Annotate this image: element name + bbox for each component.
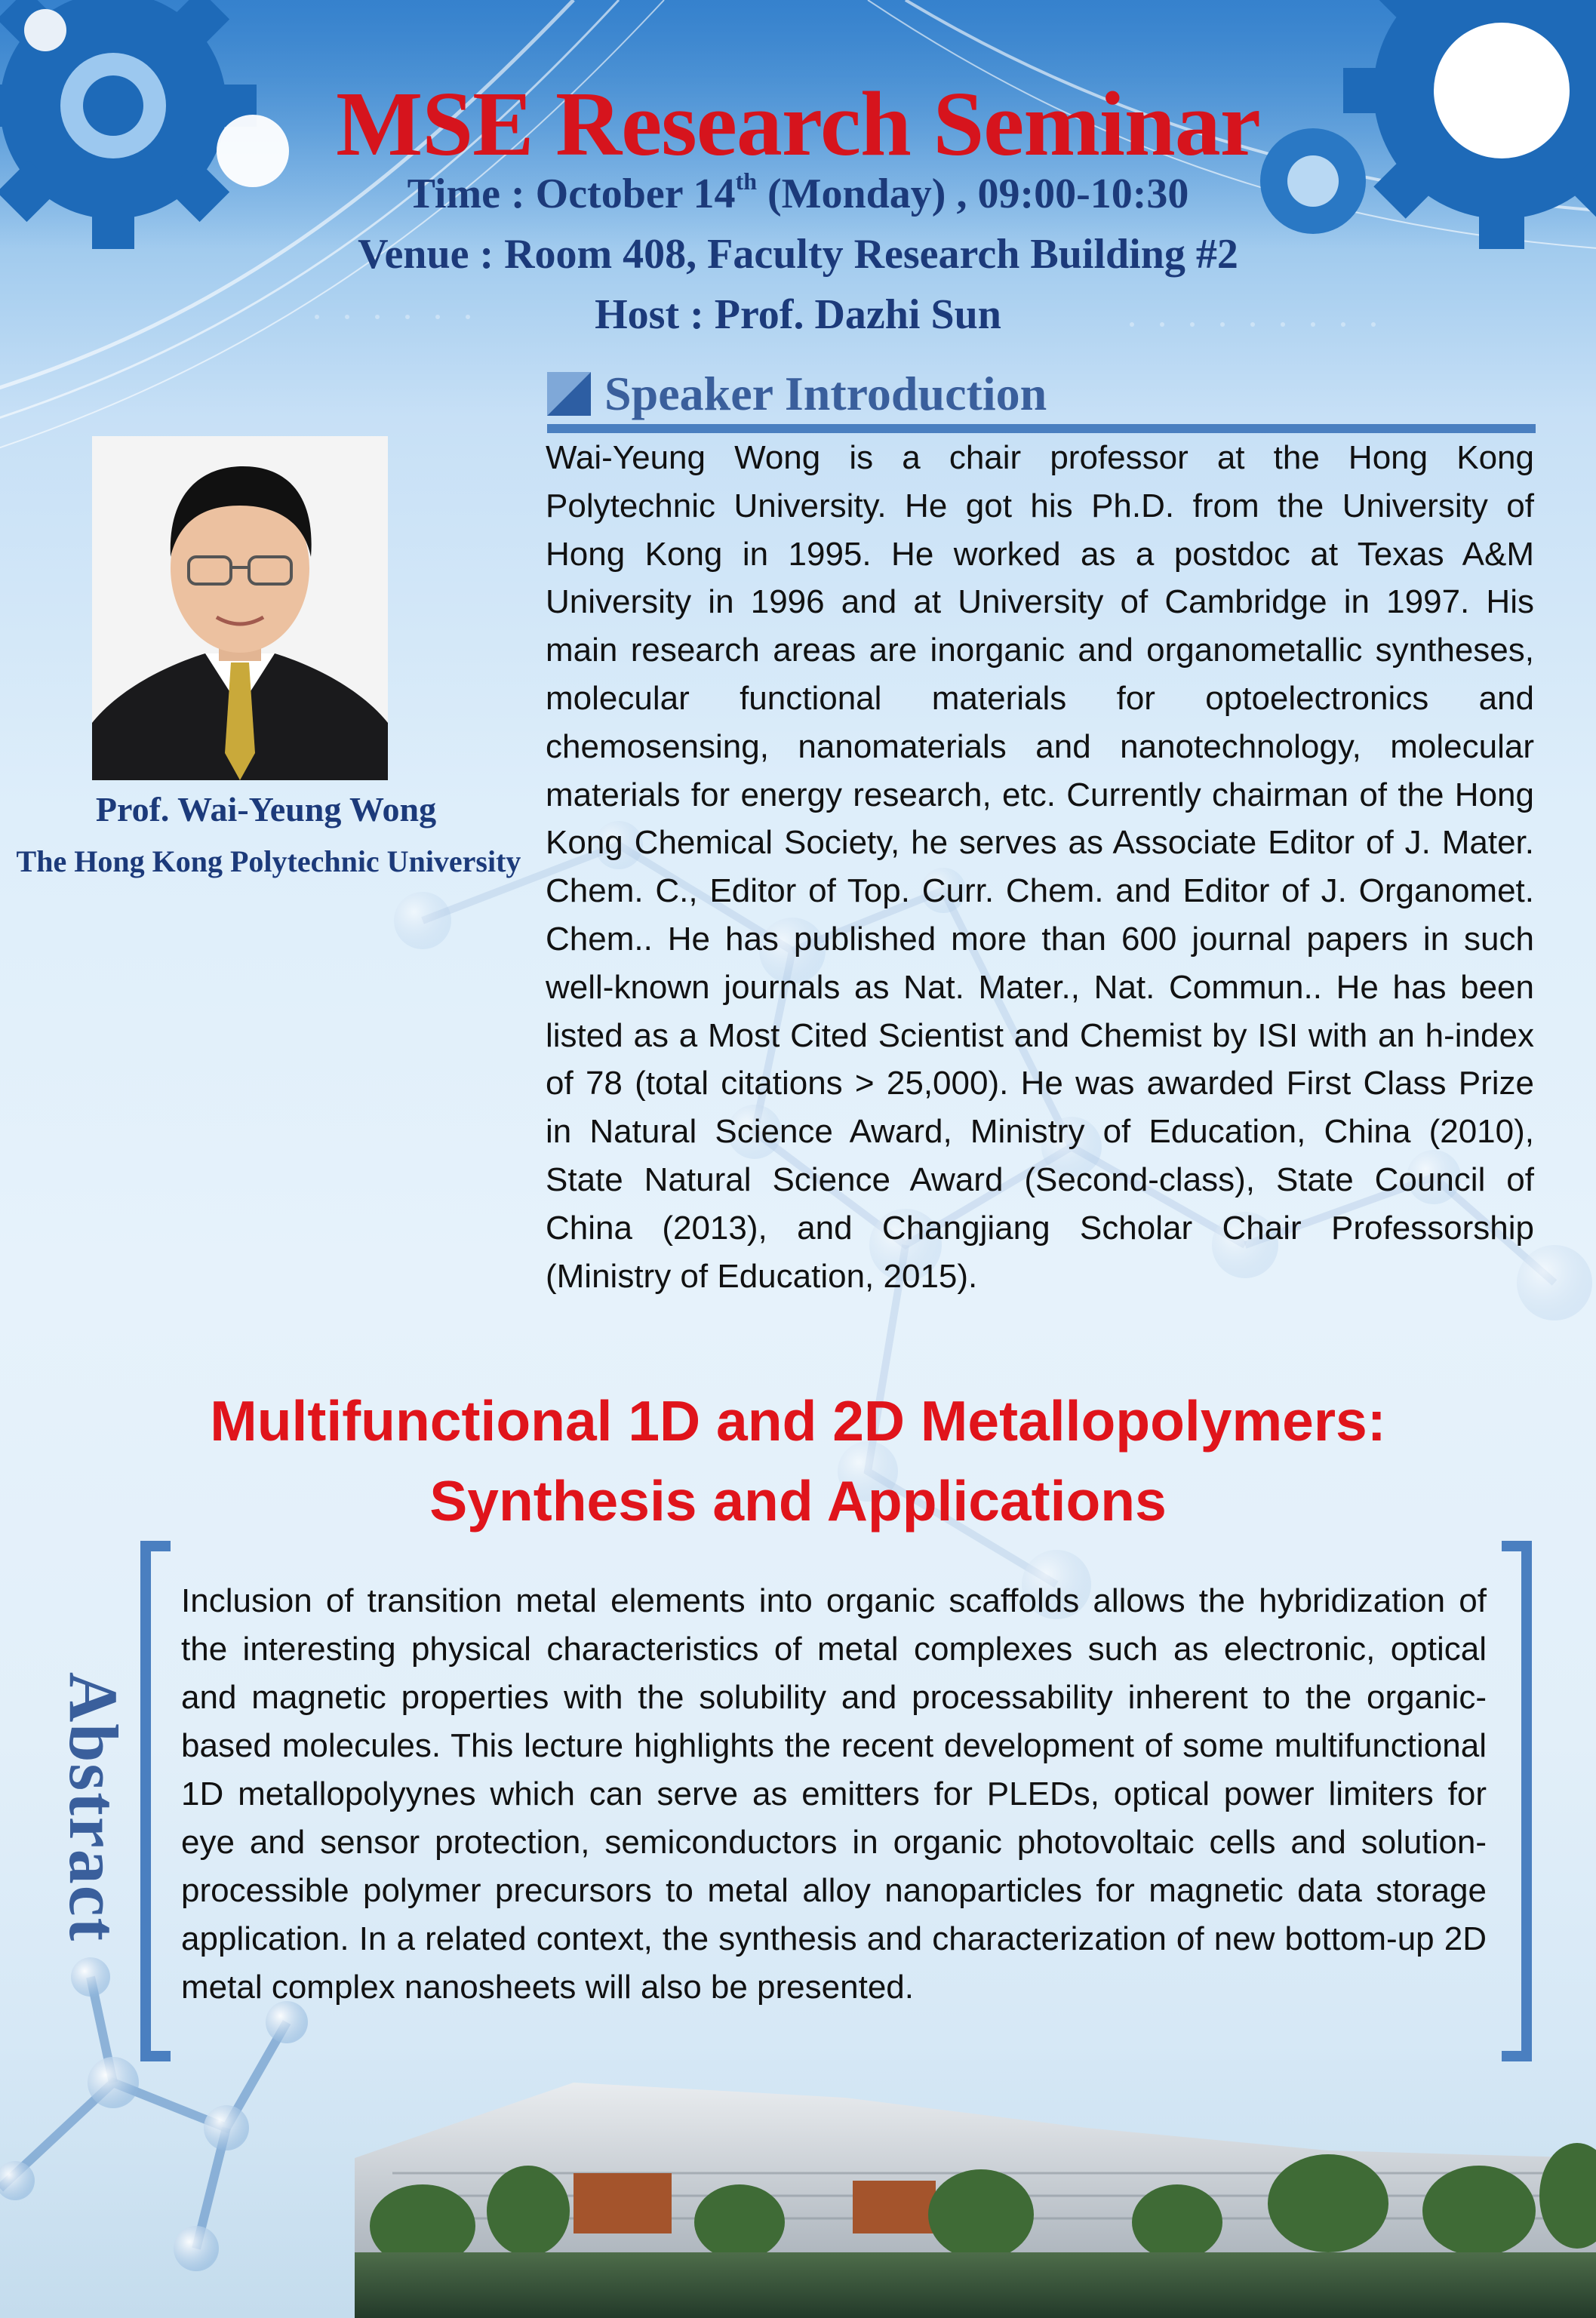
- event-venue: Venue : Room 408, Faculty Research Building #2: [358, 231, 1238, 278]
- event-time-prefix: Time : October 14: [407, 171, 736, 217]
- talk-title-line2: Synthesis and Applications: [429, 1469, 1167, 1533]
- speaker-section-label: Speaker Introduction: [604, 367, 1047, 420]
- event-time-suffix: (Monday) , 09:00-10:30: [757, 171, 1189, 217]
- talk-title: [0, 1381, 1596, 1541]
- abstract-bracket-left: [140, 1541, 171, 2061]
- speaker-affiliation: The Hong Kong Polytechnic University: [16, 844, 521, 878]
- abstract-label-text: Abstract: [55, 1671, 132, 1943]
- speaker-photo: [92, 436, 388, 780]
- section-square-icon: [547, 372, 591, 416]
- talk-title-line1: Multifunctional 1D and 2D Metallopolymers:: [210, 1389, 1386, 1453]
- speaker-portrait: [92, 436, 388, 780]
- abstract-text: Inclusion of transition metal elements into organic scaffolds allows the hybridization of the interesting physical characteristics of metal complexes such as electronic, optical and magnetic properties with the solubility and processability inherent to the organic-based molecules. This lecture highlights the recent development of some multifunctional 1D metallopolyynes which can serve as emitters for PLEDs, optical power limiters for eye and sensor protection, semiconductors in organic photovoltaic cells and solution-processible polymer precursors to metal alloy nanoparticles for magnetic data storage application. In a related context, the synthesis and characterization of new bottom-up 2D metal complex nanosheets will also be presented.: [181, 1582, 1487, 2006]
- event-host: Host : Prof. Dazhi Sun: [595, 291, 1001, 338]
- speaker-bio: Wai-Yeung Wong is a chair professor at the Hong Kong Polytechnic University. He got his Ph.D. from the University of Hong Kong in 1995. He worked as a postdoc at Texas A&M University in 1996 and at University of Cambridge in 1997. His main research areas are inorganic and organometallic syntheses, molecular functional materials for optoelectronics and chemosensing, nanomaterials and nanotechnology, molecular materials for energy research, etc. Currently chairman of the Hong Kong Chemical Society, he serves as Associate Editor of J. Mater. Chem. C., Editor of Top. Curr. Chem. and Editor of J. Organomet. Chem.. He has published more than 600 journal papers in such well-known journals as Nat. Mater., Nat. Commun.. He has been listed as a Most Cited Scientist and Chemist by ISI with an h-index of 78 (total citations > 25,000). He was awarded First Class Prize in Natural Science Award, Ministry of Education, China (2010), State Natural Science Award (Second-class), State Council of China (2013), and Changjiang Scholar Chair Professorship (Ministry of Education, 2015).: [546, 439, 1534, 1295]
- event-time-ordinal: th: [735, 168, 758, 195]
- abstract-bracket-right: [1502, 1541, 1532, 2061]
- event-time: [0, 168, 1596, 220]
- speaker-section-header: [547, 364, 1047, 424]
- poster-title: MSE Research Seminar: [336, 73, 1260, 175]
- speaker-name: Prof. Wai-Yeung Wong: [95, 790, 437, 829]
- section-divider: [547, 424, 1536, 433]
